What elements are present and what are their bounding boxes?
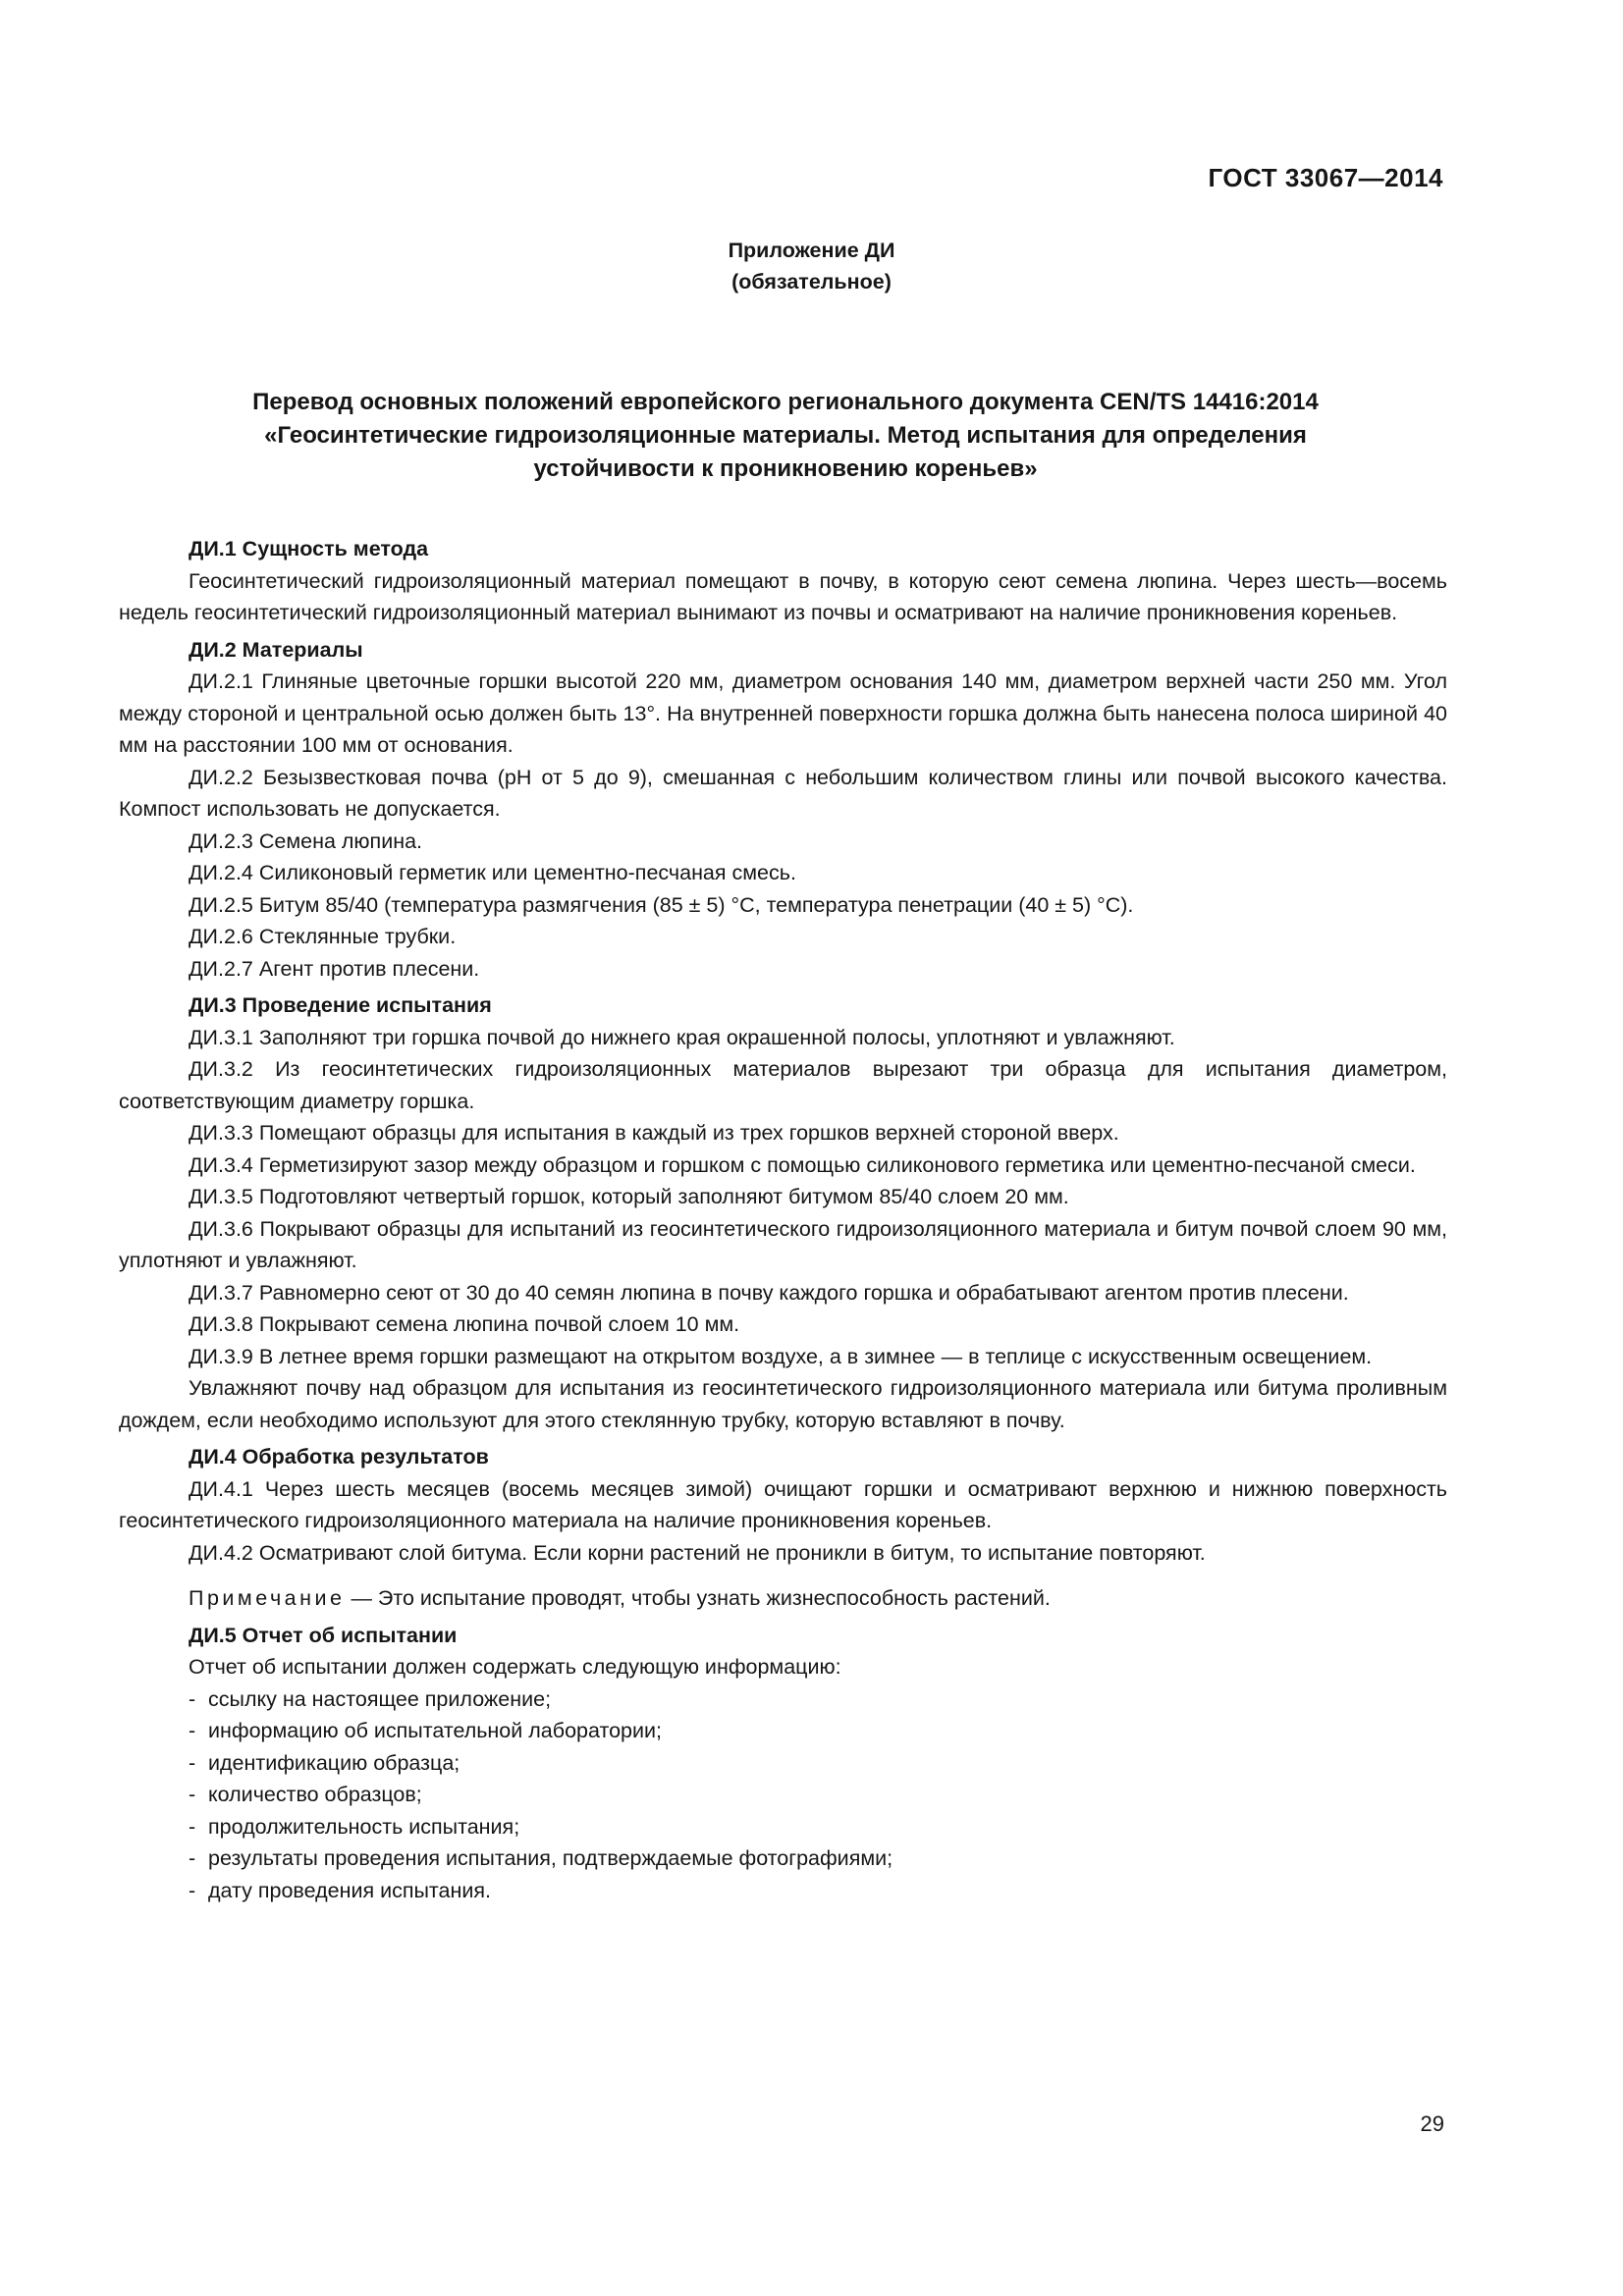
list-dash: - — [189, 1814, 196, 1839]
clause-di2-2: ДИ.2.2 Безызвестковая почва (рН от 5 до 9), смешанная с небольшим количеством глины или почвой высокого качества. Компост использовать не допускается. — [119, 765, 1447, 821]
note — [119, 1582, 1447, 1615]
clause-di3-6: ДИ.3.6 Покрывают образцы для испытаний из геосинтетического гидроизоляционного материала и битум почвой слоем 90 мм, уплотняют и увлажняют. — [119, 1216, 1447, 1272]
list-item-text: продолжительность испытания; — [208, 1814, 520, 1839]
section-heading-di5: ДИ.5 Отчет об испытании — [189, 1623, 458, 1647]
section-heading-di3: ДИ.3 Проведение испытания — [189, 993, 492, 1017]
list-dash: - — [189, 1750, 196, 1775]
list-item-text: количество образцов; — [208, 1783, 422, 1806]
list-dash: - — [189, 1846, 196, 1870]
section-heading-di2: ДИ.2 Материалы — [189, 637, 363, 662]
paragraph-di3-watering: Увлажняют почву над образцом для испытания из геосинтетического гидроизоляционного материала или битума проливным дождем, если необходимо используют для этого стеклянную трубку, которую вставляют в почву. — [119, 1376, 1447, 1432]
list-dash: - — [189, 1878, 196, 1902]
clause-di2-7: ДИ.2.7 Агент против плесени. — [189, 956, 480, 981]
document-number: ГОСТ 33067—2014 — [1208, 163, 1443, 192]
clause-di2-3: ДИ.2.3 Семена люпина. — [189, 828, 423, 853]
clause-di3-4: ДИ.3.4 Герметизируют зазор между образцом и горшком с помощью силиконового герметика или цементно-песчаной смеси. — [189, 1152, 1416, 1177]
clause-di4-2: ДИ.4.2 Осматривают слой битума. Если корни растений не проникли в битум, то испытание повторяют. — [189, 1540, 1206, 1565]
list-item — [189, 1811, 1447, 1843]
clause-di3-8: ДИ.3.8 Покрывают семена люпина почвой слоем 10 мм. — [189, 1312, 740, 1336]
list-item — [189, 1683, 1447, 1716]
clause-di3-7: ДИ.3.7 Равномерно сеют от 30 до 40 семян люпина в почву каждого горшка и обрабатывают агентом против плесени. — [189, 1280, 1349, 1305]
document-body — [119, 528, 1447, 1906]
list-item-text: результаты проведения испытания, подтверждаемые фотографиями; — [208, 1846, 893, 1870]
title-line-3: устойчивости к проникновению кореньев» — [533, 455, 1038, 482]
clause-di3-5: ДИ.3.5 Подготовляют четвертый горшок, который заполняют битумом 85/40 слоем 20 мм. — [189, 1185, 1069, 1208]
clause-di2-1: ДИ.2.1 Глиняные цветочные горшки высотой 220 мм, диаметром основания 140 мм, диаметром верхней части 250 мм. Угол между стороной и центральной осью должен быть 13°. На внутренней поверхности горшка должна быть нанесена полоса шириной 40 мм на расстоянии 100 мм от основания. — [119, 669, 1447, 757]
section-heading-di4: ДИ.4 Обработка результатов — [189, 1445, 489, 1468]
page-number: 29 — [1420, 2111, 1444, 2136]
list-item — [189, 1747, 1447, 1780]
paragraph-di1: Геосинтетический гидроизоляционный материал помещают в почву, в которую сеют семена люпина. Через шесть—восемь недель геосинтетический гидроизоляционный материал вынимают из почвы и осматривают на наличие проникновения кореньев. — [119, 568, 1447, 624]
section-heading-di1: ДИ.1 Сущность метода — [189, 537, 429, 561]
appendix-heading — [0, 235, 1623, 297]
clause-di2-4: ДИ.2.4 Силиконовый герметик или цементно-песчаная смесь. — [189, 861, 796, 884]
appendix-label: Приложение ДИ — [728, 239, 895, 262]
report-intro: Отчет об испытании должен содержать следующую информацию: — [189, 1655, 841, 1679]
clause-di3-2: ДИ.3.2 Из геосинтетических гидроизоляционных материалов вырезают три образца для испытания диаметром, соответствующим диаметру горшка. — [119, 1057, 1447, 1113]
clause-di3-1: ДИ.3.1 Заполняют три горшка почвой до нижнего края окрашенной полосы, уплотняют и увлажняют. — [189, 1025, 1175, 1049]
list-item — [189, 1715, 1447, 1747]
clause-di2-6: ДИ.2.6 Стеклянные трубки. — [189, 925, 457, 948]
document-title — [147, 386, 1424, 486]
note-text: — Это испытание проводят, чтобы узнать жизнеспособность растений. — [351, 1586, 1051, 1610]
list-item-text: идентификацию образца; — [208, 1750, 460, 1775]
clause-di3-9: ДИ.3.9 В летнее время горшки размещают на открытом воздухе, а в зимнее — в теплице с искусственным освещением. — [189, 1344, 1373, 1368]
clause-di3-3: ДИ.3.3 Помещают образцы для испытания в каждый из трех горшков верхней стороной вверх. — [189, 1121, 1119, 1145]
note-label: Примечание — [189, 1586, 346, 1610]
list-item-text: дату проведения испытания. — [208, 1878, 491, 1902]
list-item — [189, 1842, 1447, 1875]
list-item-text: ссылку на настоящее приложение; — [208, 1686, 552, 1711]
list-item — [189, 1875, 1447, 1907]
list-dash: - — [189, 1686, 196, 1711]
title-line-1: Перевод основных положений европейского регионального документа CEN/TS 14416:2014 — [252, 389, 1319, 415]
title-line-2: «Геосинтетические гидроизоляционные материалы. Метод испытания для определения — [264, 422, 1307, 449]
list-item — [189, 1779, 1447, 1811]
clause-di2-5: ДИ.2.5 Битум 85/40 (температура размягчения (85 ± 5) °С, температура пенетрации (40 ± 5) °С). — [189, 892, 1134, 917]
clause-di4-1: ДИ.4.1 Через шесть месяцев (восемь месяцев зимой) очищают горшки и осматривают верхнюю и нижнюю поверхность геосинтетического гидроизоляционного материала на наличие проникновения кореньев. — [119, 1476, 1447, 1532]
list-dash: - — [189, 1783, 196, 1806]
list-item-text: информацию об испытательной лаборатории; — [208, 1719, 662, 1742]
appendix-status: (обязательное) — [731, 270, 892, 294]
report-requirements-list — [119, 1683, 1447, 1907]
list-dash: - — [189, 1719, 196, 1742]
